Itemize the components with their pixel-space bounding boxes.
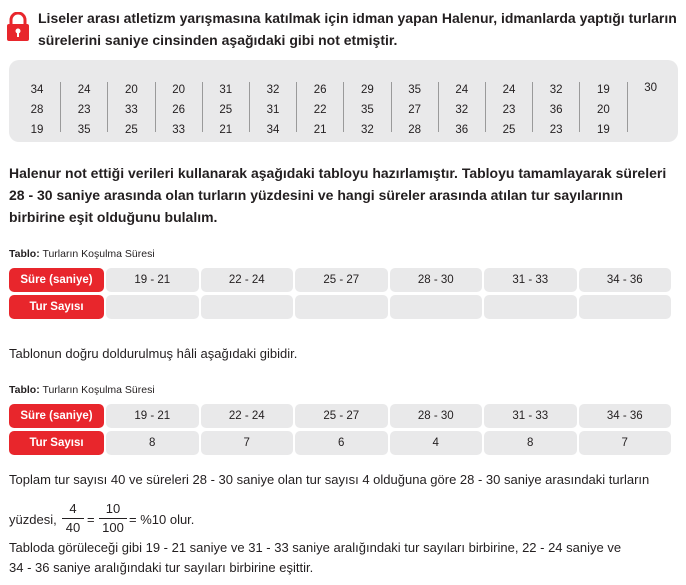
table-caption-label: Tablo: xyxy=(9,248,40,260)
interval-cell: 34 - 36 xyxy=(579,268,672,292)
data-value: 31 xyxy=(266,104,280,116)
data-value: 20 xyxy=(596,104,610,116)
fraction-numerator: 10 xyxy=(105,501,121,516)
data-column xyxy=(109,80,153,140)
filled-table-note: Tablonun doğru doldurulmuş hâli aşağıdaki gibidir. xyxy=(9,346,298,361)
filled-table xyxy=(9,404,679,456)
data-value: 22 xyxy=(313,104,327,116)
data-column xyxy=(534,80,578,140)
data-column xyxy=(204,80,248,140)
data-value: 20 xyxy=(124,84,138,96)
data-column xyxy=(393,80,437,140)
count-cell xyxy=(484,295,577,319)
percent-result: = %10 olur. xyxy=(129,512,195,527)
column-divider xyxy=(627,82,628,132)
row-header-count: Tur Sayısı xyxy=(9,431,104,455)
count-cell: 8 xyxy=(106,431,199,455)
column-divider xyxy=(579,82,580,132)
count-cell: 8 xyxy=(484,431,577,455)
column-divider xyxy=(202,82,203,132)
data-value: 23 xyxy=(502,104,516,116)
table-caption-text: Turların Koşulma Süresi xyxy=(39,384,155,396)
column-divider xyxy=(391,82,392,132)
data-value: 24 xyxy=(502,84,516,96)
data-column xyxy=(440,80,484,140)
column-divider xyxy=(343,82,344,132)
empty-table xyxy=(9,268,679,320)
intro-text: Liseler arası atletizm yarışmasına katılmak için idman yapan Halenur, idmanlarda yaptığı turların sürelerini saniye cinsinden aşağıdaki gibi not etmiştir. xyxy=(38,10,677,48)
fraction-10-100 xyxy=(99,501,127,536)
data-value: 33 xyxy=(172,124,185,136)
fraction-denominator: 100 xyxy=(102,520,124,535)
data-value: 28 xyxy=(30,104,44,116)
data-value: 34 xyxy=(266,124,280,136)
data-value: 34 xyxy=(30,84,44,96)
raw-data-box xyxy=(9,60,678,142)
instruction-text: Halenur not ettiği verileri kullanarak aşağıdaki tabloyu hazırlamıştır. Tabloyu tamamlayarak süreleri 28 - 30 saniye arasında olan turların yüzdesini ve hangi süreler arasında atılan tur sayılarının birbirine eşit olduğunu bulalım. xyxy=(9,165,667,225)
data-value: 21 xyxy=(313,124,327,136)
interval-cell: 28 - 30 xyxy=(390,268,483,292)
data-value: 31 xyxy=(219,84,233,96)
row-header-count: Tur Sayısı xyxy=(9,295,104,319)
interval-cell: 28 - 30 xyxy=(390,404,483,428)
data-column xyxy=(487,80,531,140)
count-cell xyxy=(390,295,483,319)
count-cell: 6 xyxy=(295,431,388,455)
interval-cell: 25 - 27 xyxy=(295,268,388,292)
data-value: 32 xyxy=(549,84,563,96)
column-divider xyxy=(485,82,486,132)
interval-cell: 34 - 36 xyxy=(579,404,672,428)
interval-cell: 22 - 24 xyxy=(201,404,294,428)
data-column xyxy=(251,80,295,140)
data-value: 35 xyxy=(360,104,374,116)
row-header-time: Süre (saniye) xyxy=(9,404,104,428)
percent-label: yüzdesi, xyxy=(9,512,57,527)
data-column xyxy=(581,80,625,140)
data-value: 35 xyxy=(408,84,421,96)
data-value: 35 xyxy=(77,124,91,136)
row-header-time: Süre (saniye) xyxy=(9,268,104,292)
table-caption xyxy=(9,384,155,396)
column-divider xyxy=(249,82,250,132)
data-column xyxy=(629,78,673,98)
explanation-line-2: Tabloda görüleceği gibi 19 - 21 saniye ve 31 - 33 saniye aralığındaki tur sayıları birbirine, 22 - 24 saniye ve xyxy=(9,540,622,555)
data-value: 29 xyxy=(360,84,374,96)
count-cell: 7 xyxy=(201,431,294,455)
data-column xyxy=(345,80,389,140)
data-value: 20 xyxy=(172,84,185,96)
table-caption-text: Turların Koşulma Süresi xyxy=(39,248,155,260)
interval-cell: 31 - 33 xyxy=(484,268,577,292)
data-value: 32 xyxy=(455,104,469,116)
data-value: 19 xyxy=(596,124,610,136)
count-cell xyxy=(295,295,388,319)
fraction-4-40 xyxy=(62,501,84,536)
data-value: 27 xyxy=(408,104,421,116)
data-value: 26 xyxy=(172,104,185,116)
data-value: 19 xyxy=(30,124,44,136)
interval-cell: 19 - 21 xyxy=(106,404,199,428)
equals-sign: = xyxy=(87,512,95,527)
data-value: 36 xyxy=(455,124,469,136)
count-cell: 4 xyxy=(390,431,483,455)
data-value: 32 xyxy=(266,84,280,96)
count-cell xyxy=(579,295,672,319)
column-divider xyxy=(60,82,61,132)
data-value: 21 xyxy=(219,124,233,136)
table-caption xyxy=(9,248,155,260)
lock-icon xyxy=(6,12,30,42)
data-value: 23 xyxy=(549,124,563,136)
data-value: 32 xyxy=(360,124,374,136)
data-value: 24 xyxy=(77,84,91,96)
count-cell: 7 xyxy=(579,431,672,455)
data-value: 26 xyxy=(313,84,327,96)
data-column xyxy=(157,80,201,140)
data-value: 24 xyxy=(455,84,469,96)
data-column xyxy=(15,80,59,140)
data-value: 30 xyxy=(644,82,657,94)
data-value: 33 xyxy=(124,104,138,116)
interval-cell: 22 - 24 xyxy=(201,268,294,292)
data-value: 28 xyxy=(408,124,421,136)
data-value: 25 xyxy=(219,104,233,116)
fraction-denominator: 40 xyxy=(65,520,81,535)
column-divider xyxy=(155,82,156,132)
fraction-numerator: 4 xyxy=(69,501,77,516)
explanation-line-1: Toplam tur sayısı 40 ve süreleri 28 - 30 saniye olan tur sayısı 4 olduğuna göre 28 - 30 saniye arasındaki turların xyxy=(9,472,650,487)
data-value: 19 xyxy=(596,84,610,96)
interval-cell: 31 - 33 xyxy=(484,404,577,428)
count-cell xyxy=(106,295,199,319)
data-value: 23 xyxy=(77,104,91,116)
interval-cell: 19 - 21 xyxy=(106,268,199,292)
column-divider xyxy=(532,82,533,132)
column-divider xyxy=(296,82,297,132)
data-column xyxy=(62,80,106,140)
data-value: 25 xyxy=(502,124,516,136)
interval-cell: 25 - 27 xyxy=(295,404,388,428)
data-column xyxy=(298,80,342,140)
table-caption-label: Tablo: xyxy=(9,384,40,396)
column-divider xyxy=(438,82,439,132)
count-cell xyxy=(201,295,294,319)
data-value: 36 xyxy=(549,104,563,116)
explanation-line-3: 34 - 36 saniye aralığındaki tur sayıları birbirine eşittir. xyxy=(9,560,314,575)
column-divider xyxy=(107,82,108,132)
data-value: 25 xyxy=(124,124,138,136)
